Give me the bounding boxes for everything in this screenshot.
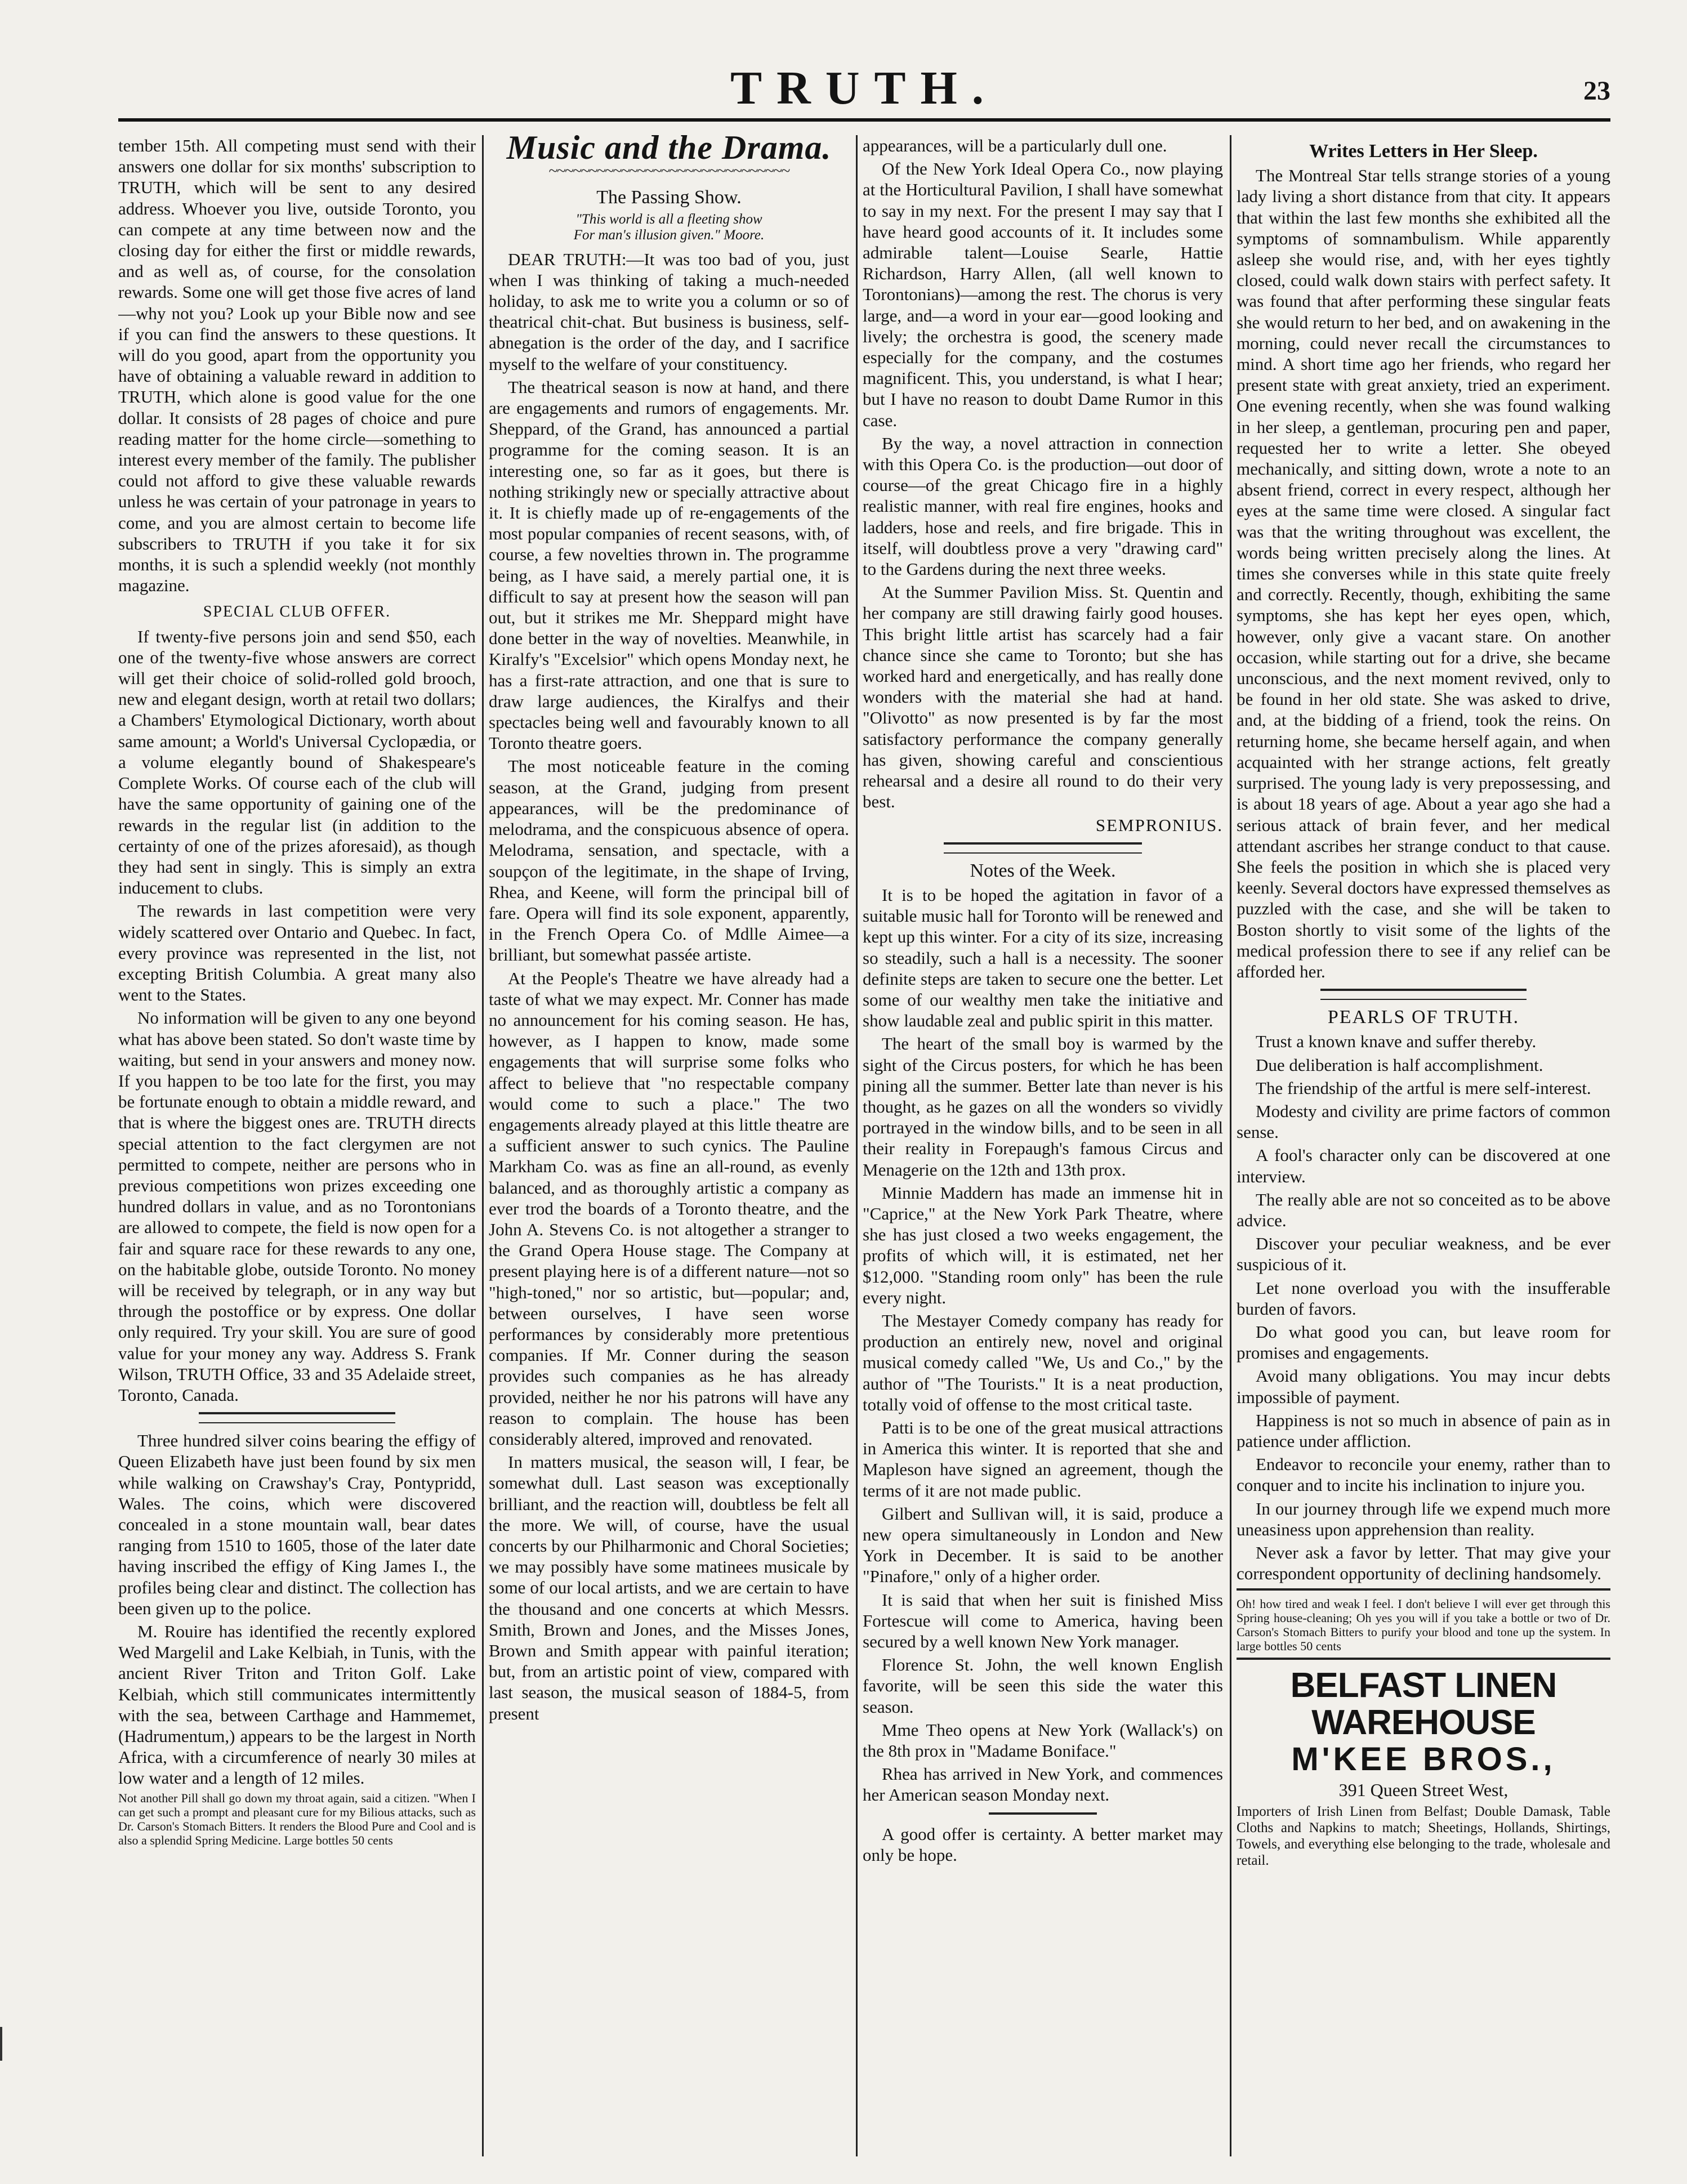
column-rule	[856, 135, 858, 2156]
column-rule	[482, 135, 484, 2156]
margin-mark	[0, 2027, 2, 2061]
article-paragraph: M. Rouire has identified the recently explored Wed Margelil and Lake Kelbiah, in Tunis, with the ancient River Triton and Triton Golf. Lake Kelbiah, which still communicates intermittently with the sea, between Carthage and Hammemet, (Hadrumentum,) appears to be the largest in North Africa, with a circumference of nearly 30 miles at low water and a length of 12 miles.	[118, 1622, 476, 1788]
note-paragraph: It is said that when her suit is finished Miss Fortescue will come to America, having been secured by a well known New York manager.	[863, 1589, 1223, 1652]
pearl-item: Trust a known knave and suffer thereby.	[1256, 1031, 1537, 1052]
ad-headline: BELFAST LINEN WAREHOUSE	[1290, 1666, 1557, 1743]
newspaper-title: TRUTH.	[730, 62, 998, 114]
ad-firm-name: M'KEE BROS.,	[1291, 1741, 1556, 1778]
article-paragraph: In matters musical, the season will, I fear, be somewhat dull. Last season was exceptionally brilliant, and the reaction will, doubtless be felt all the more. We will, of course, have the usual concerts by our Philharmonic and Choral Societies; we may possibly have some matinees musicale by some of our local artists, and we are certain to have the thousand and one concerts at which Messrs. Smith, Brown and Jones, and the Misses Jones, Brown and Smith appear with painful iteration; but, from an artistic point of view, compared with last season, the musical season of 1884-5, from present	[489, 1452, 849, 1723]
epigraph-line: For man's illusion given." Moore.	[573, 227, 765, 243]
note-paragraph: Rhea has arrived in New York, and commences her American season Monday next.	[863, 1764, 1223, 1805]
note-paragraph: The heart of the small boy is warmed by the sight of the Circus posters, for which he has been pining all the summer. Better late than never is his thought, as he gazes on all the wonders so vividly portrayed in the window bills, and to be seen in all their reality in Forepaugh's famous Circus and Menagerie on the 12th and 13th prox.	[863, 1034, 1223, 1180]
pearl-item: Never ask a favor by letter. That may give your correspondent opportunity of declining handsomely.	[1237, 1543, 1610, 1584]
pearl-item: Discover your peculiar weakness, and be ever suspicious of it.	[1237, 1234, 1610, 1275]
section-divider	[1320, 989, 1526, 1000]
page-number: 23	[1583, 76, 1610, 106]
article-paragraph: Three hundred silver coins bearing the effigy of Queen Elizabeth have just been found by six men while walking on Crawshay's Cray, Pontypridd, Wales. The coins, which were discovered concealed in a stone mountain wall, bear dates ranging from 1510 to 1605, those of the later date having inscribed the effigy of King James I., the profiles being clear and distinct. The collection has been given up to the police.	[118, 1431, 476, 1618]
article-paragraph: Of the New York Ideal Opera Co., now playing at the Horticultural Pavilion, I shall have somewhat to say in my next. For the present I may say that I have heard good accounts of it. It includes some admirable talent—Louise Searle, Hattie Richardson, Harry Allen, (all well known to Torontonians)—among the rest. The chorus is very large, and—a word in your ear—good looking and lively; the orchestra is good, the scenery made especially for the company, and the costumes magnificent. This, you understand, is what I hear; but I have no reason to doubt Dame Rumor in this case.	[863, 159, 1223, 430]
article-paragraph: DEAR TRUTH:—It was too bad of you, just when I was thinking of taking a much-needed holiday, to ask me to write you a column or so of theatrical chit-chat. But business is business, self-abnegation is the order of the day, and I sacrifice myself to the welfare of your constituency.	[489, 249, 849, 374]
note-paragraph: Gilbert and Sullivan will, it is said, produce a new opera simultaneously in London and New York in December. It is said to be another "Pinafore," only of a higher order.	[863, 1503, 1223, 1587]
column-1	[118, 135, 476, 2156]
note-paragraph: A good offer is certainty. A better market may only be hope.	[863, 1824, 1223, 1865]
linen-advertisement	[1237, 1667, 1610, 1868]
note-paragraph: Patti is to be one of the great musical attractions in America this winter. It is reported that she and Mapleson have signed an agreement, though the terms of it are not made public.	[863, 1417, 1223, 1500]
article-paragraph: appearances, will be a particularly dull one.	[863, 136, 1167, 155]
note-paragraph: The Mestayer Comedy company has ready for production an entirely new, novel and original musical comedy called "We, Us and Co.," by the author of "The Tourists." It is a neat production, totally void of offense to the most critical taste.	[863, 1310, 1223, 1414]
article-signature: SEMPRONIUS.	[1095, 815, 1223, 835]
article-paragraph: At the Summer Pavilion Miss. St. Quentin and her company are still drawing fairly good houses. This bright little artist has scarcely had a fair chance since she came to Toronto; but she has worked hard and energetically, and has really done wonders with the material she had at hand. "Olivotto" as now presented is by far the most satisfactory performance the company generally has given, showing careful and conscientious rehearsal and a desire all round to do their very best.	[863, 582, 1223, 812]
section-title: Music and the Drama.	[506, 135, 832, 166]
column-2	[489, 135, 849, 2156]
club-offer-heading: SPECIAL CLUB OFFER.	[203, 603, 391, 621]
article-paragraph: No information will be given to any one beyond what has above been stated. So don't waste time by waiting, but send in your answers and money now. If you happen to be too late for the first, you may be fortunate enough to obtain a middle reward, and that is where the biggest ones are. TRUTH directs special attention to the fact clergymen are not permitted to compete, neither are persons who in previous competitions won prizes exceeding one hundred dollars in value, and as no Torontonians are allowed to compete, the field is now open for a fair and square race for these rewards to any one, on the habitable globe, outside Toronto. No money will be received by telegraph, or in any way but through the postoffice or by express. One dollar only required. Try your skill. You are sure of good value for your money any way. Address S. Frank Wilson, TRUTH Office, 33 and 35 Adelaide street, Toronto, Canada.	[118, 1008, 476, 1405]
pearl-item: Happiness is not so much in absence of pain as in patience under affliction.	[1237, 1410, 1610, 1451]
small-advertisement: Not another Pill shall go down my throat again, said a citizen. "When I can get such a prompt and pleasant cure for my Bilious attacks, such as Dr. Carson's Stomach Bitters. It renders the Blood Pure and Cool and is also a splendid Spring Medicine. Large bottles 50 cents	[118, 1790, 476, 1847]
notes-heading: Notes of the Week.	[970, 860, 1116, 881]
pearl-item: In our journey through life we expend much more uneasiness upon apprehension than reality.	[1237, 1498, 1610, 1539]
column-3	[863, 135, 1223, 2156]
article-paragraph: If twenty-five persons join and send $50, each one of the twenty-five whose answers are correct will get their choice of solid-rolled gold brooch, new and elegant design, worth at retail two dollars; a Chambers' Etymological Dictionary, worth about same amount; a World's Universal Cyclopædia, or a volume elegantly bound of Shakespeare's Complete Works. Of course each of the club will have the same opportunity of gaining one of the rewards in the regular list (in addition to the certainty of one of the prizes aforesaid), as though they had sent in singly. This is simply an extra inducement to clubs.	[118, 626, 476, 898]
column-4	[1237, 135, 1610, 2156]
pearl-item: Avoid many obligations. You may incur debts impossible of payment.	[1237, 1366, 1610, 1407]
ad-address: 391 Queen Street West,	[1338, 1780, 1509, 1801]
section-divider	[199, 1412, 395, 1423]
short-divider	[989, 1812, 1097, 1817]
pearl-item: Let none overload you with the insufferable burden of favors.	[1237, 1278, 1610, 1319]
article-paragraph: The Montreal Star tells strange stories of a young lady living a short distance from that city. It appears that within the last few months she exhibited all the symptoms of somnambulism. While apparently asleep she would rise, and, with her eyes tightly closed, could walk down stairs with perfect safety. It was found that after performing these singular feats she would return to her bed, and on awakening in the morning, could never recall the circumstances to mind. A short time ago her friends, who regard her present state with great anxiety, tried an experiment. One evening recently, when she was found walking in her sleep, a gentleman, procuring pen and paper, requested her to write a letter. She obeyed mechanically, and sitting down, wrote a note to an absent friend, correct in every respect, although her eyes at the same time were closed. A singular fact was that the writing throughout was excellent, the words being written precisely along the lines. At times she converses while in this state quite freely and correctly. Recently, though, exhibiting the same symptoms, she has kept her eyes open, which, however, only give a vacant stare. On another occasion, while starting out for a drive, she became unconscious, and the next moment revived, only to be found in her old state. She was asked to drive, and, at the bidding of a friend, took the reins. On returning home, she became herself again, and when acquainted with her strange actions, felt greatly surprised. The young lady is very prepossessing, and is about 18 years of age. About a year ago she had a serious attack of brain fever, and her medical attendant ascribes her strange conduct to that cause. She feels the position in which she is placed very keenly. Several doctors have expressed themselves as puzzled with the case, and she will be taken to Boston shortly to visit some of the lights of the medical profession there to see if any relief can be afforded her.	[1237, 166, 1610, 981]
ad-rule	[1237, 1658, 1610, 1662]
article-paragraph: The most noticeable feature in the coming season, at the Grand, judging from present appearances, will be the predominance of melodrama, and the conspicuous absence of opera. Melodrama, sensation, and spectacle, with a soupçon of the legitimate, in the shape of Irving, Rhea, and Keene, will form the principal bill of fare. Opera will find its sole exponent, apparently, in the French Opera Co. of Mdlle Aimee—a brilliant, but somewhat passée artiste.	[489, 756, 849, 965]
pearl-item: The friendship of the artful is mere self-interest.	[1256, 1078, 1591, 1098]
epigraph	[489, 212, 849, 243]
note-paragraph: Mme Theo opens at New York (Wallack's) on the 8th prox in "Madame Boniface."	[863, 1719, 1223, 1761]
pearl-item: Due deliberation is half accomplishment.	[1256, 1055, 1543, 1075]
column-rule	[1230, 135, 1231, 2156]
small-advertisement: Oh! how tired and weak I feel. I don't believe I will ever get through this Spring house-cleaning; Oh yes you will if you take a bottle or two of Dr. Carson's Stomach Bitters to purify your blood and tone up the system. In large bottles 50 cents	[1237, 1597, 1610, 1654]
ad-text: Importers of Irish Linen from Belfast; Double Damask, Table Cloths and Napkins to match; Sheetings, Hollands, Shirtings, Towels, and everything else belonging to the trade, wholesale and retail.	[1237, 1803, 1610, 1868]
pearl-item: Do what good you can, but leave room for promises and engagements.	[1237, 1321, 1610, 1363]
pearl-item: The really able are not so conceited as to be above advice.	[1237, 1189, 1610, 1230]
article-paragraph: At the People's Theatre we have already had a taste of what we may expect. Mr. Conner has made no announcement for his coming season. He has, however, as I happen to know, made some engagements that will surprise some folks who affect to believe that "no respectable company would come to such a place." The two engagements already played at this little theatre are a sufficient answer to such cynics. The Pauline Markham Co. was as fine an all-round, as evenly balanced, and as thoroughly artistic a company as ever trod the boards of a Toronto theatre, and the John A. Stevens Co. is not altogether a stranger to the Grand Opera House stage. The Company at present playing here is of a different nature—not so "high-toned," nor so artistic, but—popular; and, between ourselves, I have seen worse performances by considerably more pretentious companies. If Mr. Conner during the season provides such companies as he has already provided, neither he nor his patrons will have any reason to complain. The house has been considerably altered, improved and renovated.	[489, 968, 849, 1449]
article-paragraph: By the way, a novel attraction in connection with this Opera Co. is the production—out door of course—of the great Chicago fire in a highly realistic manner, with real fire engines, hooks and ladders, hose and reels, and fire brigade. This in itself, will doubtless prove a very "drawing card" to the Gardens during the next three weeks.	[863, 433, 1223, 579]
note-paragraph: It is to be hoped the agitation in favor of a suitable music hall for Toronto will be renewed and kept up this winter. For a city of its size, increasing so steadily, such a hall is a necessity. The sooner definite steps are taken to secure one the better. Let some of our wealthy men take the initiative and show laudable zeal and public spirit in this matter.	[863, 885, 1223, 1031]
article-heading: Writes Letters in Her Sleep.	[1309, 141, 1538, 162]
note-paragraph: Florence St. John, the well known English favorite, will be seen this side the water this season.	[863, 1655, 1223, 1717]
article-subhead: The Passing Show.	[596, 187, 742, 208]
ad-rule	[1237, 1588, 1610, 1592]
pearl-item: A fool's character only can be discovered at one interview.	[1237, 1145, 1610, 1186]
epigraph-line: "This world is all a fleeting show	[575, 211, 762, 227]
pearl-item: Modesty and civility are prime factors of common sense.	[1237, 1101, 1610, 1142]
article-paragraph: tember 15th. All competing must send with their answers one dollar for six months' subscription to TRUTH, which will be sent to any desired address. Whoever you live, outside Toronto, you can compete at any time between now and the closing day for either the first or middle rewards, and as well as, of course, for the consolation rewards. Some one will get those five acres of land—why not you? Look up your Bible now and see if you can find the answers to these questions. It will do you good, apart from the opportunity you have of obtaining a valuable reward in addition to TRUTH, which alone is good value for the one dollar. It consists of 28 pages of choice and pure reading matter for the home circle—something to interest every member of the family. The publisher could not afford to give these valuable rewards unless he was certain of your patronage in years to come, and you are almost certain to become life subscribers to TRUTH if you take it for six months, it is such a splendid weekly (not monthly magazine.	[118, 136, 476, 596]
masthead	[118, 56, 1610, 122]
pearl-item: Endeavor to reconcile your enemy, rather than to conquer and to incite his inclination to injure you.	[1237, 1454, 1610, 1495]
note-paragraph: Minnie Maddern has made an immense hit in "Caprice," at the New York Park Theatre, where she has just closed a two weeks engagement, the profits of which will, it is estimated, net her $12,000. "Standing room only" has been the rule every night.	[863, 1182, 1223, 1307]
pearls-list	[1237, 1031, 1610, 1584]
section-divider	[944, 842, 1142, 854]
ornamental-rule: ~~~~~~~~~~~~~~~~~~~~~~~~~~~~~~	[548, 162, 789, 181]
article-paragraph: The theatrical season is now at hand, and there are engagements and rumors of engagements. Mr. Sheppard, of the Grand, has announced a partial programme for the coming season. It is an interesting one, so far as it goes, but there is nothing strikingly new or specially attractive about it. It is chiefly made up of re-engagements of the most popular companies of recent seasons, with, of course, a few novelties thrown in. The programme being, as I have said, a merely partial one, it is difficult to say at present how the season will pan out, but it strikes me Mr. Sheppard might have done better in the way of novelties. Meanwhile, in Kiralfy's "Excelsior" which opens Monday next, he has a first-rate attraction, and one that is sure to draw large audiences, the Kiralfys and their spectacles being well and favourably known to all Toronto theatre goers.	[489, 377, 849, 753]
pearls-heading: PEARLS OF TRUTH.	[1327, 1007, 1520, 1028]
article-paragraph: The rewards in last competition were very widely scattered over Ontario and Quebec. In fact, every province was represented in the list, not excepting British Columbia. A great many also went to the States.	[118, 901, 476, 1005]
